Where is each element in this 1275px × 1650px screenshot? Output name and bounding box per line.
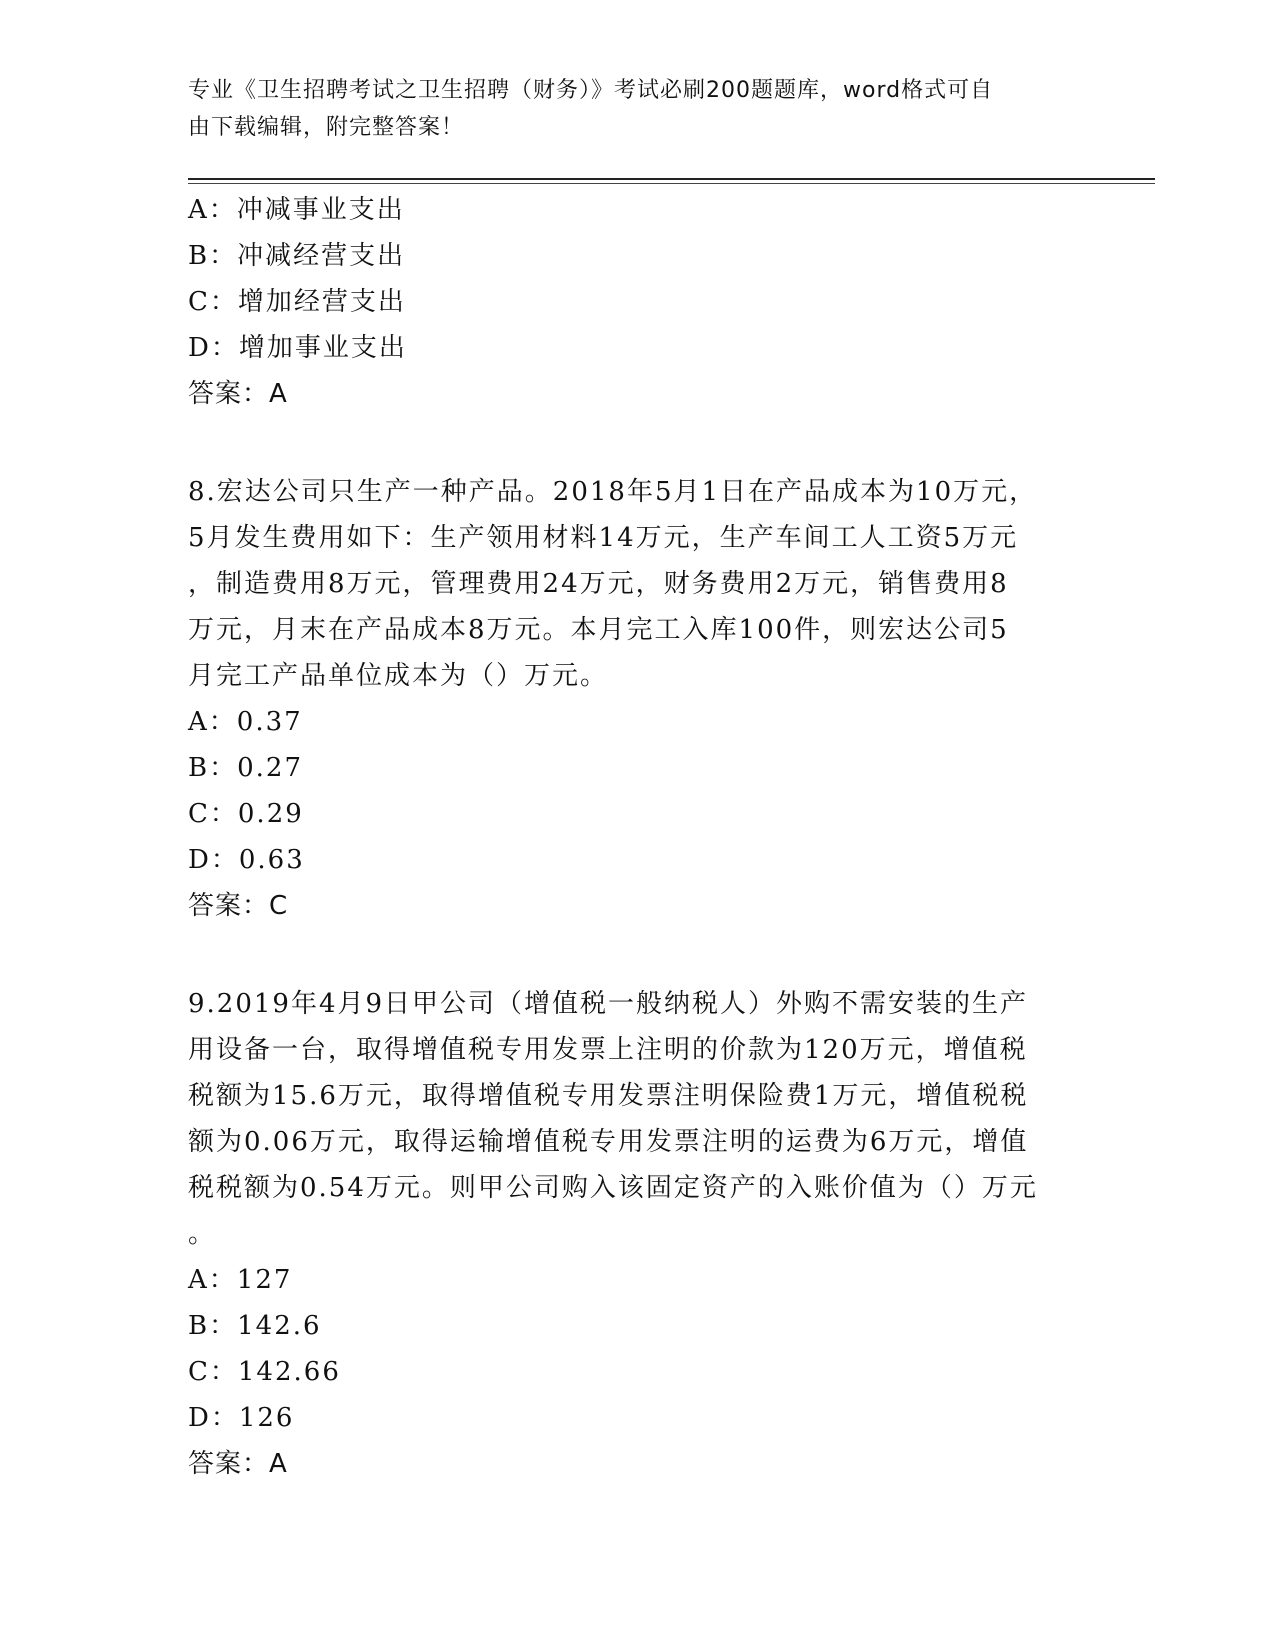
option-b: B：冲减经营支出 bbox=[188, 241, 406, 271]
header-line-1: 专业《卫生招聘考试之卫生招聘（财务）》考试必刷200题题库，word格式可自 bbox=[188, 78, 994, 103]
option-c: C：0.29 bbox=[188, 799, 304, 829]
question-9-text-line: 税税额为0.54万元。则甲公司购入该固定资产的入账价值为（）万元 bbox=[188, 1173, 1038, 1203]
question-8-answer: 答案：C bbox=[188, 891, 289, 921]
question-9-text-line: 用设备一台，取得增值税专用发票上注明的价款为120万元，增值税 bbox=[188, 1035, 1028, 1065]
option-a: A：0.37 bbox=[188, 707, 303, 737]
question-9-text-line: 。 bbox=[188, 1219, 217, 1249]
option-a: A：冲减事业支出 bbox=[188, 195, 405, 225]
spacer bbox=[188, 929, 1078, 981]
option-d: D：增加事业支出 bbox=[188, 333, 407, 363]
document-header bbox=[188, 72, 1068, 146]
question-8-text-line: ，制造费用8万元，管理费用24万元，财务费用2万元，销售费用8 bbox=[188, 569, 1009, 599]
question-8-text-line: 月完工产品单位成本为（）万元。 bbox=[188, 661, 609, 691]
header-divider-thick bbox=[188, 178, 1155, 180]
question-7-options bbox=[188, 187, 1078, 417]
question-8-text-line: 8.宏达公司只生产一种产品。2018年5月1日在产品成本为10万元， bbox=[188, 477, 1038, 507]
question-9-text-line: 税额为15.6万元，取得增值税专用发票注明保险费1万元，增值税税 bbox=[188, 1081, 1029, 1111]
document-body bbox=[188, 187, 1078, 1487]
header-line-2: 由下载编辑，附完整答案！ bbox=[188, 115, 465, 140]
question-8 bbox=[188, 469, 1078, 929]
question-9-text-line: 9.2019年4月9日甲公司（增值税一般纳税人）外购不需安装的生产 bbox=[188, 989, 1029, 1019]
question-8-text-line: 万元，月末在产品成本8万元。本月完工入库100件，则宏达公司5 bbox=[188, 615, 1009, 645]
option-c: C：142.66 bbox=[188, 1357, 341, 1387]
option-d: D：126 bbox=[188, 1403, 295, 1433]
option-b: B：0.27 bbox=[188, 753, 303, 783]
question-8-text-line: 5月发生费用如下：生产领用材料14万元，生产车间工人工资5万元 bbox=[188, 523, 1019, 553]
question-7-answer: 答案：A bbox=[188, 379, 288, 409]
option-c: C：增加经营支出 bbox=[188, 287, 406, 317]
question-9 bbox=[188, 981, 1078, 1487]
header-divider-thin bbox=[188, 183, 1155, 184]
option-b: B：142.6 bbox=[188, 1311, 322, 1341]
question-9-text-line: 额为0.06万元，取得运输增值税专用发票注明的运费为6万元，增值 bbox=[188, 1127, 1029, 1157]
question-9-answer: 答案：A bbox=[188, 1449, 288, 1479]
option-a: A：127 bbox=[188, 1265, 293, 1295]
option-d: D：0.63 bbox=[188, 845, 305, 875]
spacer bbox=[188, 417, 1078, 469]
